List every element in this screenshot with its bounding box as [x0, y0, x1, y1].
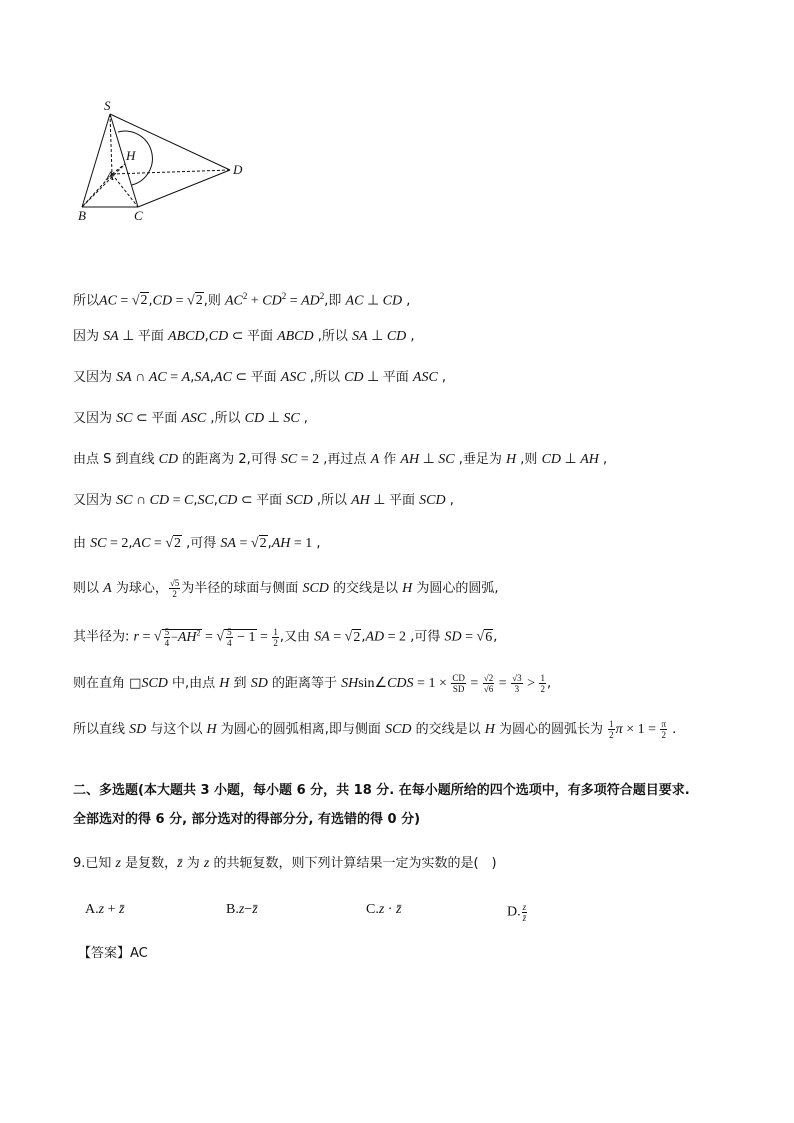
solution-line-10: 则在直角 □SCD 中,由点 H 到 SD 的距离等于 SHsin∠CDS = 1 × $\frac{CD}{SD}$ = $\frac{√2}{√6}$ = $\frac{√3}{3}$ > $\frac{1}{2}$ , [73, 673, 552, 694]
solution-line-6: 又因为 SC ∩ CD = C,SC,CD ⊂ 平面 SCD ,所以 AH ⊥ 平面 SCD , [73, 493, 454, 508]
pyramid-diagram [70, 92, 260, 227]
question-9: 9.已知 z 是复数，z̄ 为 z 的共轭复数，则下列计算结果一定为实数的是( ) [73, 856, 497, 871]
solution-line-5: 由点 S 到直线 CD 的距离为 2,可得 SC = 2 ,再过点 A 作 AH ⊥ SC ,垂足为 H ,则 CD ⊥ AH , [73, 452, 608, 467]
edge-SA [110, 114, 112, 174]
option-a[interactable]: A.z + z̄ [85, 902, 125, 917]
solution-line-4: 又因为 SC ⊂ 平面 ASC ,所以 CD ⊥ SC , [73, 411, 308, 426]
edge-AC [112, 174, 138, 207]
solution-line-9: 其半径为: r = √ $\frac{5}{4}$ $-AH^2$ = √ $\frac{5}{4}$ − 1 = $\frac{1}{2}$ ,又由 SA = √2,AD = 2 ,可得 SD = √6, [73, 626, 498, 648]
answer-text: 【答案】AC [78, 946, 148, 961]
pyramid-figure [70, 92, 260, 227]
edge-SB [82, 114, 110, 207]
section-heading-line-1: 二、多选题(本大题共 3 小题，每小题 6 分，共 18 分. 在每小题所给的四个选项中，有多项符合题目要求. [73, 783, 690, 798]
label-S: S [104, 98, 111, 113]
answer-options [85, 902, 645, 924]
label-C: C [134, 208, 143, 223]
label-H: H [126, 148, 136, 163]
solution-line-8: 则以 A 为球心， $\frac{√5}{2}$ 为半径的球面与侧面 SCD 的交线是以 H 为圆心的圆弧, [73, 578, 499, 599]
fraction-sqrt5-over-2: $\frac{√5}{2}$ [169, 578, 180, 599]
edge-AD [112, 170, 230, 174]
edge-CD [138, 170, 230, 207]
option-d[interactable]: D. $\frac{z}{z̄}$ [507, 902, 527, 923]
label-D: D [233, 162, 243, 177]
option-b[interactable]: B.z−z̄ [226, 902, 258, 917]
section-heading-line-2: 全部选对的得 6 分, 部分选对的得部分分, 有选错的得 0 分) [73, 812, 421, 827]
solution-line-2: 因为 SA ⊥ 平面 ABCD,CD ⊂ 平面 ABCD ,所以 SA ⊥ CD , [73, 329, 415, 344]
solution-line-3: 又因为 SA ∩ AC = A,SA,AC ⊂ 平面 ASC ,所以 CD ⊥ 平面 ASC , [73, 370, 447, 385]
label-B: B [78, 208, 86, 223]
solution-line-7: 由 SC = 2,AC = √2 ,可得 SA = √2,AH = 1 , [73, 536, 321, 551]
solution-line-1: 所以AC = √2,CD = √2,则 $AC^2 + CD^2 = AD^2$,即 AC ⊥ CD , [73, 291, 411, 309]
solution-line-11: 所以直线 SD 与这个以 H 为圆心的圆弧相离,即与侧面 SCD 的交线是以 H 为圆心的圆弧长为 $\frac{1}{2}$ π × 1 = $\frac{\pi}{2}$ . [73, 719, 677, 740]
option-c[interactable]: C.z · z̄ [366, 902, 402, 917]
label-A: A [106, 168, 114, 183]
